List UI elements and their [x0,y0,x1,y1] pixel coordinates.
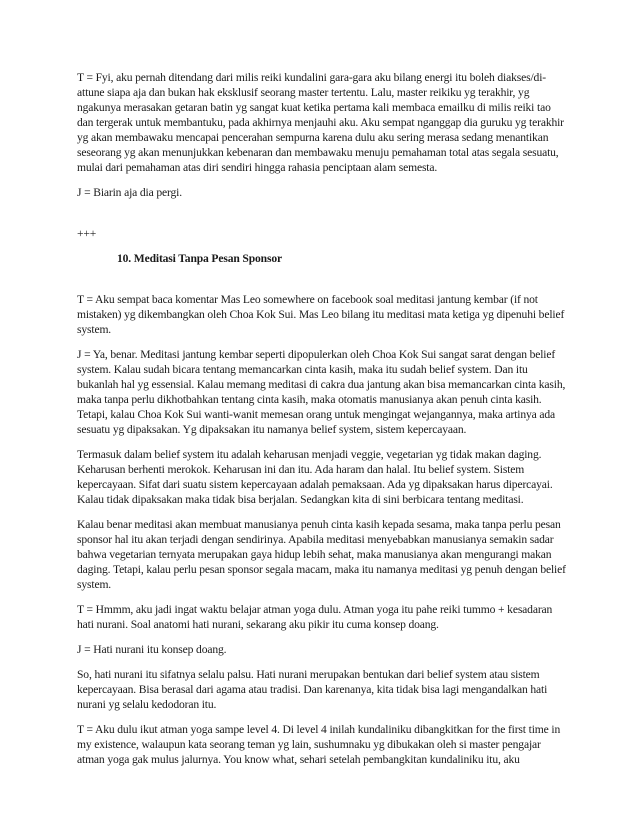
section-heading: 10. Meditasi Tanpa Pesan Sponsor [117,252,282,265]
document-page [77,70,567,777]
paragraph: J = Biarin aja dia pergi. [77,186,182,199]
paragraph: T = Aku dulu ikut atman yoga sampe level 4. Di level 4 inilah kundaliniku dibangkitkan for the first time in my existence, walaupun kata seorang teman yg lain, sushumnaku yg dibukakan oleh si master pengajar atman yoga gak mulus jalurnya. You know what, sehari setelah pembangkitan kundaliniku itu, aku [77,723,561,766]
paragraph: J = Ya, benar. Meditasi jantung kembar seperti dipopulerkan oleh Choa Kok Sui sangat sarat dengan belief system. Kalau sudah bicara tentang memancarkan cinta kasih, maka itu sudah belief system. Dan itu bukanlah hal yg essensial. Kalau memang meditasi di cakra dua jantung akan bisa memancarkan cinta kasih, maka tanpa perlu dikhotbahkan tentang cinta kasih, maka otomatis manusianya akan penuh cinta kasih. Tetapi, kalau Choa Kok Sui wanti-wanit memesan orang untuk mengingat wejangannya, maka artinya ada sesuatu yg dipaksakan. Yg dipaksakan itu namanya belief system, sistem kepercayaan. [77,348,566,436]
paragraph: Kalau benar meditasi akan membuat manusianya penuh cinta kasih kepada sesama, maka tanpa perlu pesan sponsor hal itu akan terjadi dengan sendirinya. Apabila meditasi menyebabkan manusianya semakin sadar bahwa vegetarian ternyata merupakan gaya hidup lebih sehat, maka manusianya akan mengurangi makan daging. Tetapi, kalau perlu pesan sponsor segala macam, maka itu namanya meditasi yg penuh dengan belief system. [77,518,566,591]
paragraph: So, hati nurani itu sifatnya selalu palsu. Hati nurani merupakan bentukan dari belief system atau sistem kepercayaan. Bisa berasal dari agama atau tradisi. Dan karenanya, kita tidak bisa lagi mengandalkan hati nurani yg selalu kedodoran itu. [77,668,548,711]
paragraph: Termasuk dalam belief system itu adalah keharusan menjadi veggie, vegetarian yg tidak makan daging. Keharusan berhenti merokok. Keharusan ini dan itu. Ada haram dan halal. Itu belief system. Sistem kepercayaan. Sifat dari suatu sistem kepercayaan adalah pemaksaan. Ada yg dipaksakan harus dipercayai. Kalau tidak dipaksakan maka tidak bisa berjalan. Sedangkan kita di sini berbicara tentang meditasi. [77,448,553,506]
paragraph: J = Hati nurani itu konsep doang. [77,643,227,656]
paragraph: T = Aku sempat baca komentar Mas Leo somewhere on facebook soal meditasi jantung kembar (if not mistaken) yg dikembangkan oleh Choa Kok Sui. Mas Leo bilang itu meditasi mata ketiga yg dipenuhi belief system. [77,293,565,336]
section-separator: +++ [77,227,97,240]
paragraph: T = Hmmm, aku jadi ingat waktu belajar atman yoga dulu. Atman yoga itu pahe reiki tummo + kesadaran hati nurani. Soal anatomi hati nurani, sekarang aku pikir itu cuma konsep doang. [77,603,553,631]
paragraph: T = Fyi, aku pernah ditendang dari milis reiki kundalini gara-gara aku bilang energi itu boleh diakses/di-attune siapa aja dan bukan hak eksklusif seorang master tertentu. Lalu, master reikiku yg terakhir, yg ngakunya merasakan getaran batin yg sangat kuat ketika pertama kali membaca emailku di milis reiki tao dan tergerak untuk membantuku, pada akhirnya menjauhi aku. Aku sempat nganggap dia guruku yg terakhir yg akan membawaku mencapai pencerahan sempurna karena dulu aku sering merasa sedang menantikan seseorang yg akan menunjukkan kebenaran dan membawaku menuju pemahaman total atas segala sesuatu, mulai dari pemahaman atas diri sendiri hingga rahasia penciptaan alam semesta. [77,71,564,174]
